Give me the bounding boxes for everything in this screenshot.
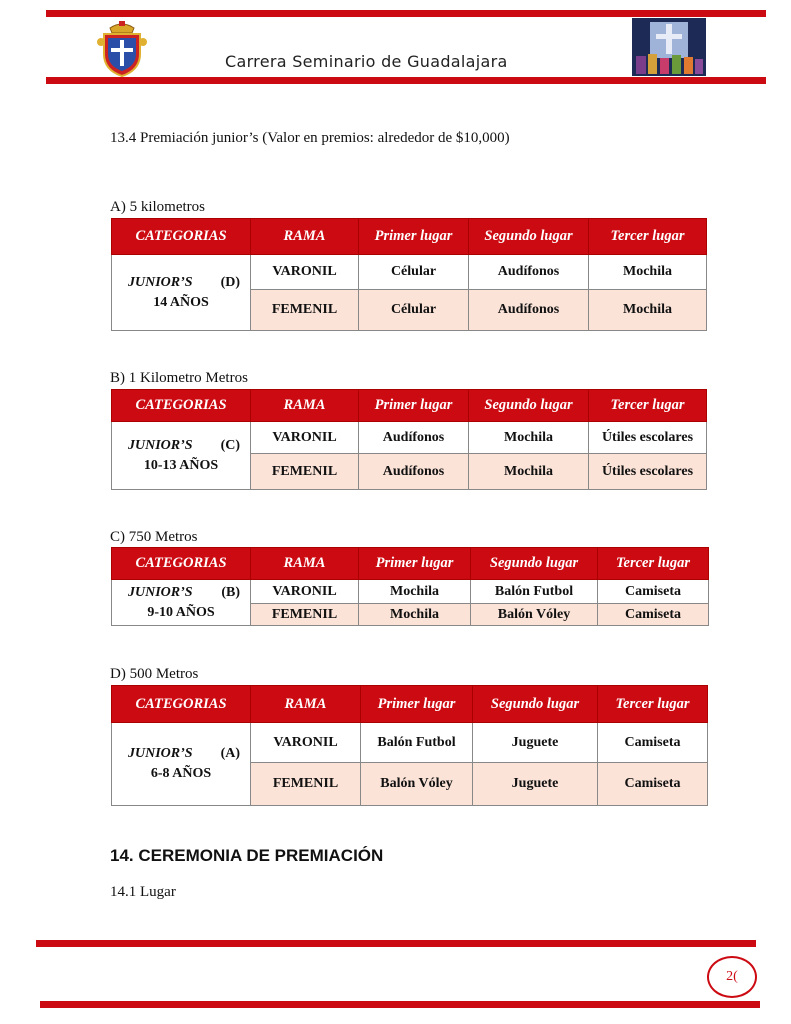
footer-bottom-bar <box>40 1001 760 1008</box>
prize-cell: Célular <box>359 290 469 331</box>
prize-cell: Camiseta <box>598 580 709 604</box>
table-row <box>112 255 707 290</box>
prize-cell: Célular <box>359 255 469 290</box>
category-name: JUNIOR’S <box>128 746 193 761</box>
column-header: CATEGORIAS <box>112 390 251 422</box>
rama-cell: FEMENIL <box>251 454 359 490</box>
prize-cell: Camiseta <box>598 763 708 806</box>
column-header: RAMA <box>251 219 359 255</box>
column-header: RAMA <box>251 548 359 580</box>
prize-cell: Audífonos <box>359 454 469 490</box>
category-cell <box>112 723 251 806</box>
category-age: 9-10 AÑOS <box>147 604 215 620</box>
rama-cell: VARONIL <box>251 255 359 290</box>
rama-cell: VARONIL <box>251 422 359 454</box>
column-header: CATEGORIAS <box>112 686 251 723</box>
column-header: Primer lugar <box>359 219 469 255</box>
prize-cell: Camiseta <box>598 604 709 626</box>
prize-cell: Mochila <box>589 255 707 290</box>
category-code: (A) <box>220 746 240 761</box>
prize-cell: Audífonos <box>469 290 589 331</box>
prize-table <box>111 685 708 806</box>
prize-cell: Balón Futbol <box>361 723 473 763</box>
prize-cell: Útiles escolares <box>589 454 707 490</box>
column-header: Tercer lugar <box>598 686 708 723</box>
prize-cell: Audífonos <box>469 255 589 290</box>
prize-cell: Mochila <box>359 580 471 604</box>
seminary-crest-logo <box>96 20 148 78</box>
prize-cell: Balón Futbol <box>471 580 598 604</box>
column-header: Tercer lugar <box>598 548 709 580</box>
category-cell <box>112 255 251 331</box>
seminary-building-image <box>632 18 706 76</box>
rama-cell: FEMENIL <box>251 604 359 626</box>
prize-cell: Mochila <box>589 290 707 331</box>
table-row <box>112 580 709 604</box>
footer-top-bar <box>36 940 756 947</box>
column-header: Primer lugar <box>361 686 473 723</box>
table-title: A) 5 kilometros <box>110 199 205 215</box>
prize-cell: Juguete <box>473 723 598 763</box>
category-age: 6-8 AÑOS <box>150 766 212 781</box>
column-header: Segundo lugar <box>471 548 598 580</box>
section-14-sub: 14.1 Lugar <box>110 884 176 900</box>
header-bottom-bar <box>46 77 766 84</box>
rama-cell: VARONIL <box>251 723 361 763</box>
table-title: D) 500 Metros <box>110 666 199 682</box>
prize-cell: Juguete <box>473 763 598 806</box>
prize-cell: Audífonos <box>359 422 469 454</box>
column-header: Segundo lugar <box>469 219 589 255</box>
category-code: (B) <box>221 584 240 600</box>
table-row <box>112 723 708 763</box>
rama-cell: VARONIL <box>251 580 359 604</box>
category-name: JUNIOR’S <box>128 584 193 600</box>
column-header: Segundo lugar <box>473 686 598 723</box>
column-header: Primer lugar <box>359 390 469 422</box>
category-code: (D) <box>220 274 240 290</box>
header-top-bar <box>46 10 766 17</box>
category-name: JUNIOR’S <box>128 437 193 453</box>
rama-cell: FEMENIL <box>251 763 361 806</box>
category-cell <box>112 580 251 626</box>
prize-cell: Balón Vóley <box>471 604 598 626</box>
prize-cell: Útiles escolares <box>589 422 707 454</box>
table-title: C) 750 Metros <box>110 529 198 545</box>
category-code: (C) <box>220 437 240 453</box>
category-age: 10-13 AÑOS <box>143 457 219 473</box>
prize-cell: Camiseta <box>598 723 708 763</box>
column-header: Segundo lugar <box>469 390 589 422</box>
column-header: Primer lugar <box>359 548 471 580</box>
header-title: Carrera Seminario de Guadalajara <box>225 52 508 71</box>
rama-cell: FEMENIL <box>251 290 359 331</box>
intro-paragraph: 13.4 Premiación junior’s (Valor en premios: alrededor de $10,000) <box>110 130 510 146</box>
table-row <box>112 422 707 454</box>
prize-cell: Mochila <box>359 604 471 626</box>
category-name: JUNIOR’S <box>128 274 193 290</box>
prize-table <box>111 218 707 331</box>
table-title: B) 1 Kilometro Metros <box>110 370 248 386</box>
prize-cell: Mochila <box>469 422 589 454</box>
column-header: RAMA <box>251 686 361 723</box>
column-header: CATEGORIAS <box>112 219 251 255</box>
prize-cell: Balón Vóley <box>361 763 473 806</box>
section-14-heading: 14. CEREMONIA DE PREMIACIÓN <box>110 846 384 865</box>
category-age: 14 AÑOS <box>153 294 209 310</box>
column-header: RAMA <box>251 390 359 422</box>
prize-table <box>111 547 709 626</box>
column-header: CATEGORIAS <box>112 548 251 580</box>
page-number: 2( <box>707 956 757 998</box>
column-header: Tercer lugar <box>589 390 707 422</box>
column-header: Tercer lugar <box>589 219 707 255</box>
prize-table <box>111 389 707 490</box>
category-cell <box>112 422 251 490</box>
prize-cell: Mochila <box>469 454 589 490</box>
